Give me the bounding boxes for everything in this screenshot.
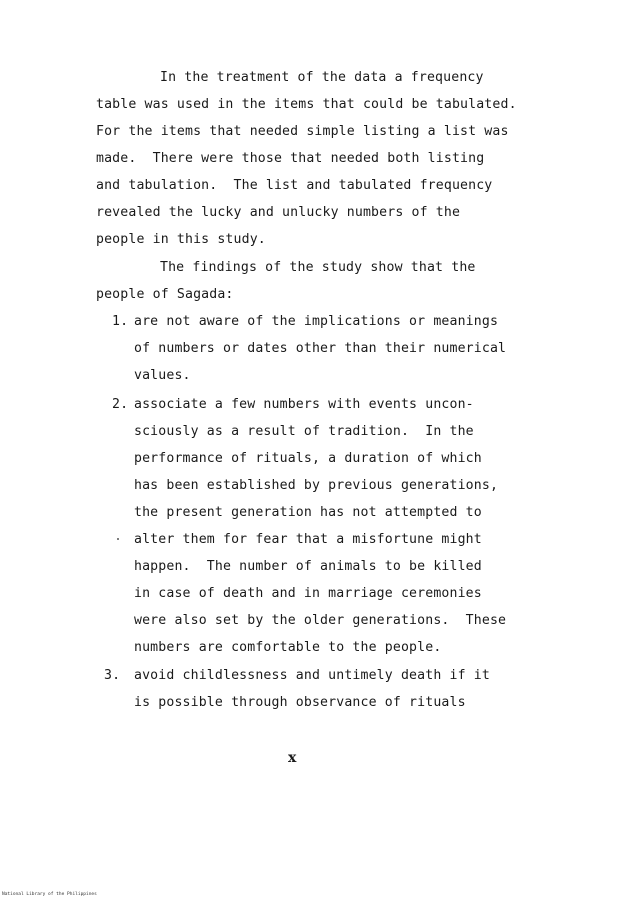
list-number: 1. xyxy=(112,314,129,329)
text-line: in case of death and in marriage ceremonies xyxy=(134,586,482,601)
text-line: revealed the lucky and unlucky numbers of the xyxy=(96,205,461,220)
text-line: In the treatment of the data a frequency xyxy=(160,70,484,85)
text-line: alter them for fear that a misfortune might xyxy=(134,532,482,547)
text-line: sciously as a result of tradition. In the xyxy=(134,424,474,439)
list-number: 2. xyxy=(112,397,129,412)
text-line: are not aware of the implications or meanings xyxy=(134,314,499,329)
text-line: made. There were those that needed both listing xyxy=(96,151,485,166)
text-line: numbers are comfortable to the people. xyxy=(134,640,442,655)
footer-credit: National Library of the Philippines xyxy=(2,892,97,897)
text-line: people in this study. xyxy=(96,232,266,247)
text-line: associate a few numbers with events uncon- xyxy=(134,397,474,412)
text-line: people of Sagada: xyxy=(96,287,234,302)
text-line: is possible through observance of rituals xyxy=(134,695,466,710)
text-line: happen. The number of animals to be killed xyxy=(134,559,482,574)
text-line: table was used in the items that could be tabulated. xyxy=(96,97,517,112)
text-line: the present generation has not attempted to xyxy=(134,505,482,520)
text-line: of numbers or dates other than their numerical xyxy=(134,341,507,356)
text-line: were also set by the older generations. These xyxy=(134,613,507,628)
page-number: x xyxy=(288,750,297,766)
text-line: and tabulation. The list and tabulated frequency xyxy=(96,178,493,193)
text-line: avoid childlessness and untimely death if it xyxy=(134,668,490,683)
text-line: The findings of the study show that the xyxy=(160,260,476,275)
text-line: For the items that needed simple listing a list was xyxy=(96,124,509,139)
list-number: 3. xyxy=(104,668,121,683)
text-line: has been established by previous generations, xyxy=(134,478,499,493)
text-line: values. xyxy=(134,368,191,383)
scan-speck xyxy=(117,538,119,540)
text-line: performance of rituals, a duration of which xyxy=(134,451,482,466)
